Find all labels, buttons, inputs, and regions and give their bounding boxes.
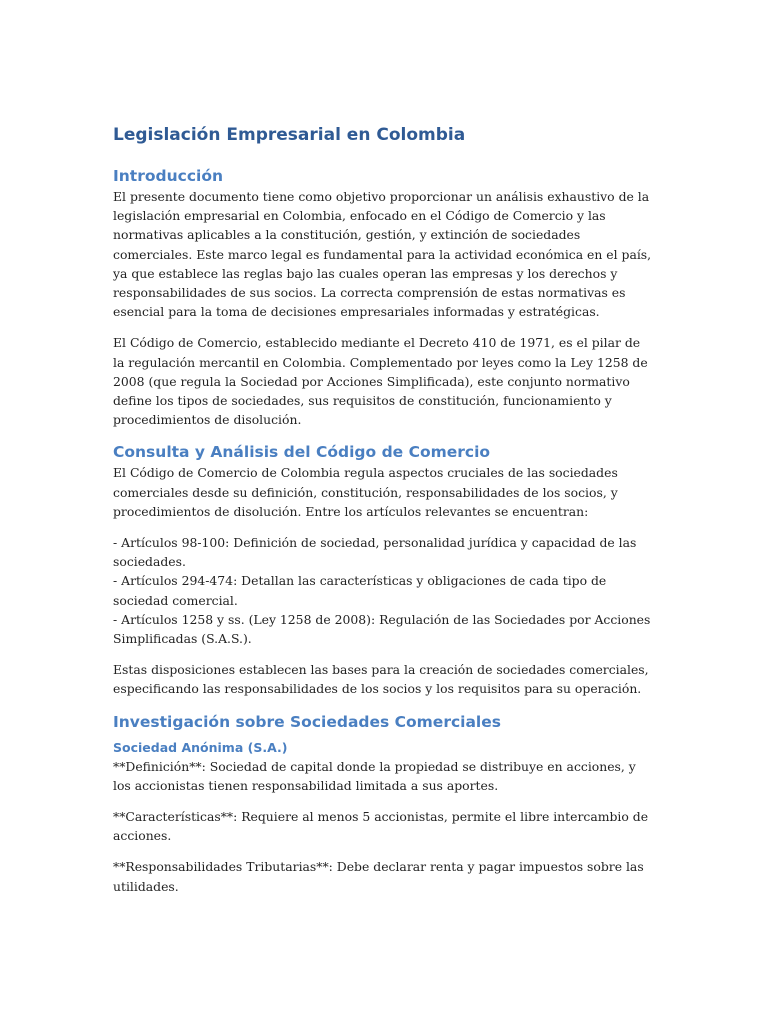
section-heading-consulta: Consulta y Análisis del Código de Comercio [113,443,491,462]
subsection-heading-sa: Sociedad Anónima (S.A.) [113,739,288,755]
list-item: - Artículos 1258 y ss. (Ley 1258 de 2008): Regulación de las Sociedades por Acciones Simplificadas (S.A.S.). [113,611,651,647]
article-list [113,533,655,648]
paragraph-consulta-1: El Código de Comercio de Colombia regula aspectos cruciales de las sociedades comerciales desde su definición, constitución, responsabilidades de los socios, y procedimientos de disolución. Entre los artículos relevantes se encuentran: [113,465,618,519]
document-title: Legislación Empresarial en Colombia [113,125,466,145]
paragraph-sa-tributarias: **Responsabilidades Tributarias**: Debe declarar renta y pagar impuestos sobre las utilidades. [113,859,644,894]
paragraph-sa-caracteristicas: **Características**: Requiere al menos 5 accionistas, permite el libre intercambio de acciones. [113,809,649,844]
list-item: - Artículos 294-474: Detallan las características y obligaciones de cada tipo de sociedad comercial. [113,573,607,608]
paragraph-consulta-2: Estas disposiciones establecen las bases para la creación de sociedades comerciales, especificando las responsabilidades de los socios y los requisitos para su operación. [113,662,649,697]
section-heading-investigacion: Investigación sobre Sociedades Comerciales [113,712,501,731]
list-item: - Artículos 98-100: Definición de sociedad, personalidad jurídica y capacidad de las sociedades. [113,535,637,570]
document-page [113,122,655,908]
section-heading-intro: Introducción [113,167,224,185]
paragraph-sa-definicion: **Definición**: Sociedad de capital donde la propiedad se distribuye en acciones, y los accionistas tienen responsabilidad limitada a sus aportes. [113,758,636,793]
paragraph-intro-1: El presente documento tiene como objetivo proporcionar un análisis exhaustivo de la legislación empresarial en Colombia, enfocado en el Código de Comercio y las normativas aplicables a la constitución, gestión, y extinción de sociedades comerciales. Este marco legal es fundamental para la actividad económica en el país, ya que establece las reglas bajo las cuales operan las empresas y los derechos y responsabilidades de sus socios. La correcta comprensión de estas normativas es esencial para la toma de decisiones empresariales informadas y estratégicas. [113,189,652,320]
paragraph-intro-2: El Código de Comercio, establecido mediante el Decreto 410 de 1971, es el pilar de la regulación mercantil en Colombia. Complementado por leyes como la Ley 1258 de 2008 (que regula la Sociedad por Acciones Simplificada), este conjunto normativo define los tipos de sociedades, sus requisitos de constitución, funcionamiento y procedimientos de disolución. [113,335,648,428]
